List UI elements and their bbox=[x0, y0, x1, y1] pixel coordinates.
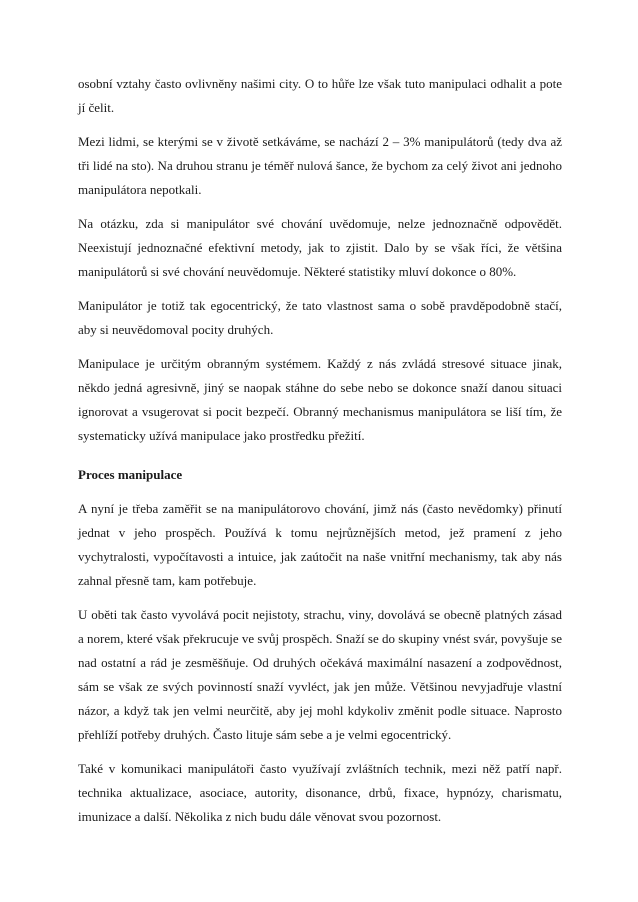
paragraph: Manipulace je určitým obranným systémem. Každý z nás zvládá stresové situace jinak, někdo jedná agresivně, jiný se naopak stáhne do sebe nebo se dokonce snaží danou situaci ignorovat a vsugerovat si pocit bezpečí. Obranný mechanismus manipulátora se liší tím, že systematicky užívá manipulace jako prostředku přežití. bbox=[78, 356, 562, 443]
paragraph: Na otázku, zda si manipulátor své chování uvědomuje, nelze jednoznačně odpovědět. Neexistují jednoznačné efektivní metody, jak to zjistit. Dalo by se však říci, že většina manipulátorů si své chování neuvědomuje. Některé statistiky mluví dokonce o 80%. bbox=[78, 216, 562, 279]
paragraph: Manipulátor je totiž tak egocentrický, že tato vlastnost sama o sobě pravděpodobně stačí, aby si neuvědomoval pocity druhých. bbox=[78, 298, 562, 337]
paragraph: U oběti tak často vyvolává pocit nejistoty, strachu, viny, dovolává se obecně platných zásad a norem, které však překrucuje ve svůj prospěch. Snaží se do skupiny vnést svár, povyšuje se nad ostatní a rád je zesměšňuje. Od druhých očekává maximální nasazení a zodpovědnost, sám se však ze svých povinností snaží vyvléct, jak jen může. Většinou nevyjadřuje vlastní názor, a když tak jen velmi neurčitě, aby jej mohl kdykoliv změnit podle situace. Naprosto přehlíží potřeby druhých. Často lituje sám sebe a je velmi egocentrický. bbox=[78, 607, 562, 742]
intro-text-block bbox=[78, 72, 562, 458]
section-text-block bbox=[78, 463, 562, 839]
paragraph: A nyní je třeba zaměřit se na manipulátorovo chování, jimž nás (často nevědomky) přinutí jednat v jeho prospěch. Používá k tomu nejrůznějších metod, jež pramení z jeho vychytralosti, vypočítavosti a intuice, jak zaútočit na naše vnitřní mechanismy, tak aby nás zahnal přesně tam, kam potřebuje. bbox=[78, 501, 562, 588]
section-heading: Proces manipulace bbox=[78, 467, 183, 482]
paragraph: Také v komunikaci manipulátoři často využívají zvláštních technik, mezi něž patří např. technika aktualizace, asociace, autority, disonance, drbů, fixace, hypnózy, charismatu, imunizace a další. Několika z nich budu dále věnovat svou pozornost. bbox=[78, 761, 562, 824]
paragraph: osobní vztahy často ovlivněny našimi city. O to hůře lze však tuto manipulaci odhalit a pote jí čelit. bbox=[78, 76, 562, 115]
paragraph: Mezi lidmi, se kterými se v životě setkáváme, se nachází 2 – 3% manipulátorů (tedy dva až tři lidé na sto). Na druhou stranu je téměř nulová šance, že bychom za celý život ani jednoho manipulátora nepotkali. bbox=[78, 134, 562, 197]
